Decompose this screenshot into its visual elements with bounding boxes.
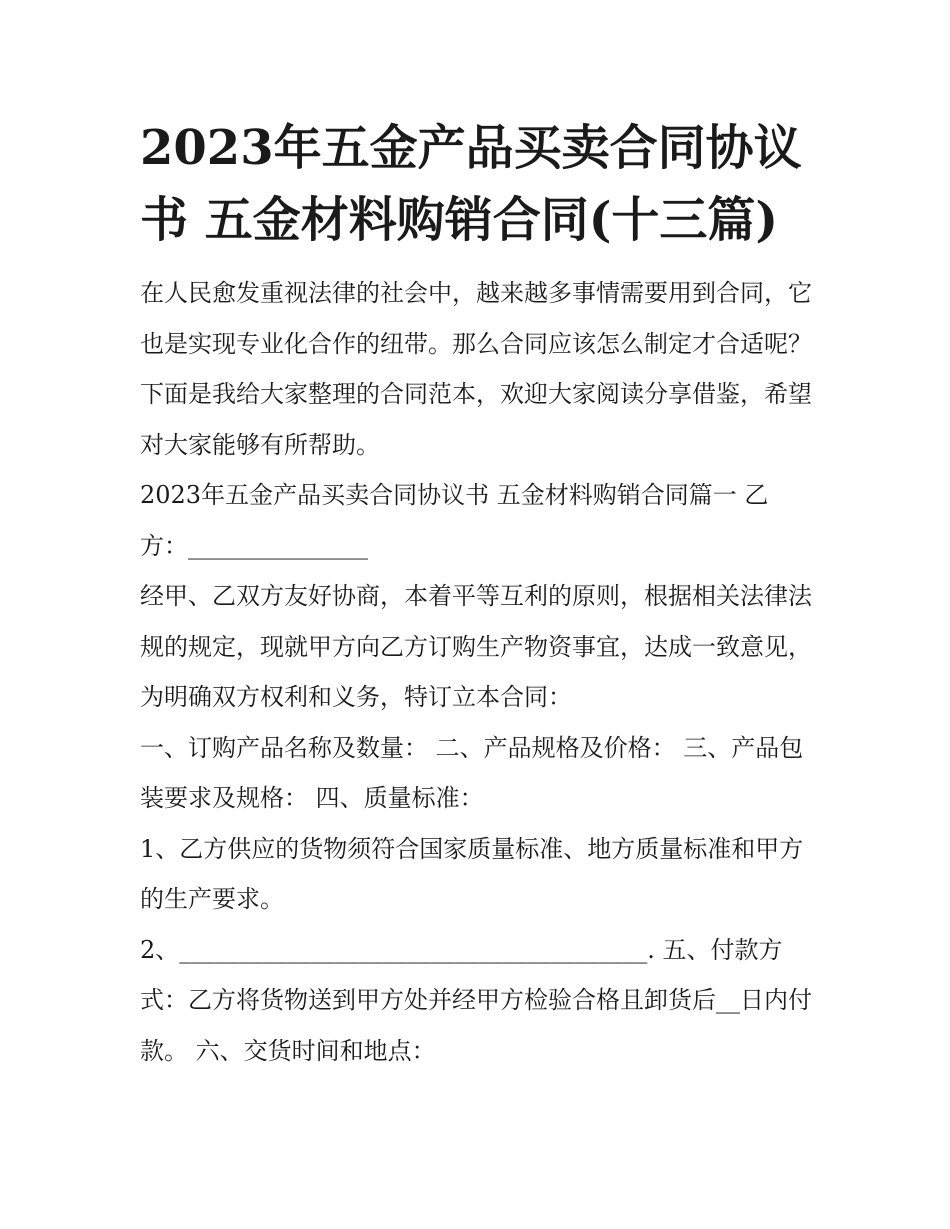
- document-title: 2023年五金产品买卖合同协议书 五金材料购销合同(十三篇): [140, 120, 802, 248]
- paragraph-preamble: 经甲、乙双方友好协商，本着平等互利的原则，根据相关法律法规的规定，现就甲方向乙方订购生产物资事宜，达成一致意见，为明确双方权利和义务，特订立本合同：: [140, 582, 812, 711]
- paragraph-section-heading: 2023年五金产品买卖合同协议书 五金材料购销合同篇一 乙方：_______________: [140, 481, 769, 560]
- paragraph-intro: 在人民愈发重视法律的社会中，越来越多事情需要用到合同，它也是实现专业化合作的纽带。那么合同应该怎么制定才合适呢？下面是我给大家整理的合同范本，欢迎大家阅读分享借鉴，希望对大家能够有所帮助。: [140, 279, 812, 459]
- paragraph-quality-item-2: 2、_______________________________________. 五、付款方式：乙方将货物送到甲方处并经甲方检验合格且卸货后__日内付款。 六、交货时间和地点：: [140, 935, 812, 1065]
- paragraph-clauses-1-4: 一、订购产品名称及数量： 二、产品规格及价格： 三、产品包装要求及规格： 四、质量标准：: [140, 733, 804, 812]
- paragraph-quality-item-1: 1、乙方供应的货物须符合国家质量标准、地方质量标准和甲方的生产要求。: [140, 834, 804, 913]
- document-body: [140, 112, 812, 1076]
